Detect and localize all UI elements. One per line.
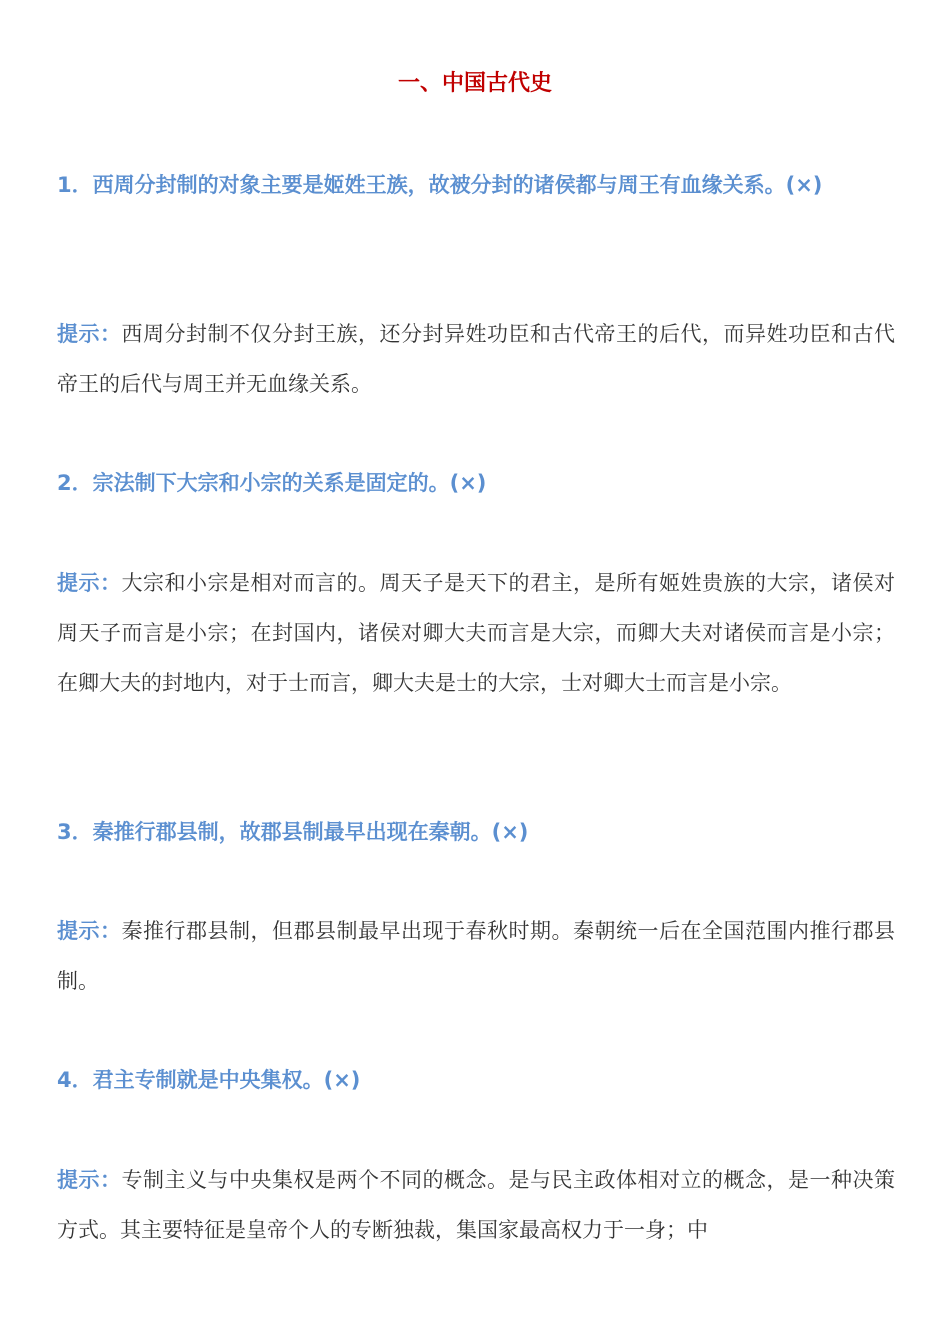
hint-2	[57, 558, 895, 708]
question-3: 3．秦推行郡县制，故郡县制最早出现在秦朝。(×)	[57, 820, 529, 844]
hint-text: 大宗和小宗是相对而言的。周天子是天下的君主，是所有姬姓贵族的大宗，诸侯对周天子而言是小宗；在封国内，诸侯对卿大夫而言是大宗，而卿大夫对诸侯而言是小宗；在卿大夫的封地内，对于士而言，卿大夫是士的大宗，士对卿大士而言是小宗。	[57, 571, 895, 695]
question-4: 4．君主专制就是中央集权。(×)	[57, 1068, 361, 1092]
hint-label: 提示：	[57, 571, 122, 595]
hint-label: 提示：	[57, 1168, 122, 1192]
hint-text: 西周分封制不仅分封王族，还分封异姓功臣和古代帝王的后代，而异姓功臣和古代帝王的后代与周王并无血缘关系。	[57, 322, 895, 396]
hint-text: 秦推行郡县制，但郡县制最早出现于春秋时期。秦朝统一后在全国范围内推行郡县制。	[57, 919, 895, 993]
hint-label: 提示：	[57, 322, 122, 346]
hint-text: 专制主义与中央集权是两个不同的概念。是与民主政体相对立的概念，是一种决策方式。其主要特征是皇帝个人的专断独裁，集国家最高权力于一身；中	[57, 1168, 895, 1242]
question-2: 2．宗法制下大宗和小宗的关系是固定的。(×)	[57, 471, 487, 495]
question-1: 1．西周分封制的对象主要是姬姓王族，故被分封的诸侯都与周王有血缘关系。(×)	[57, 173, 823, 197]
hint-4	[57, 1155, 895, 1255]
hint-1	[57, 309, 895, 409]
section-title: 一、中国古代史	[397, 71, 552, 96]
hint-label: 提示：	[57, 919, 122, 943]
hint-3	[57, 906, 895, 1006]
